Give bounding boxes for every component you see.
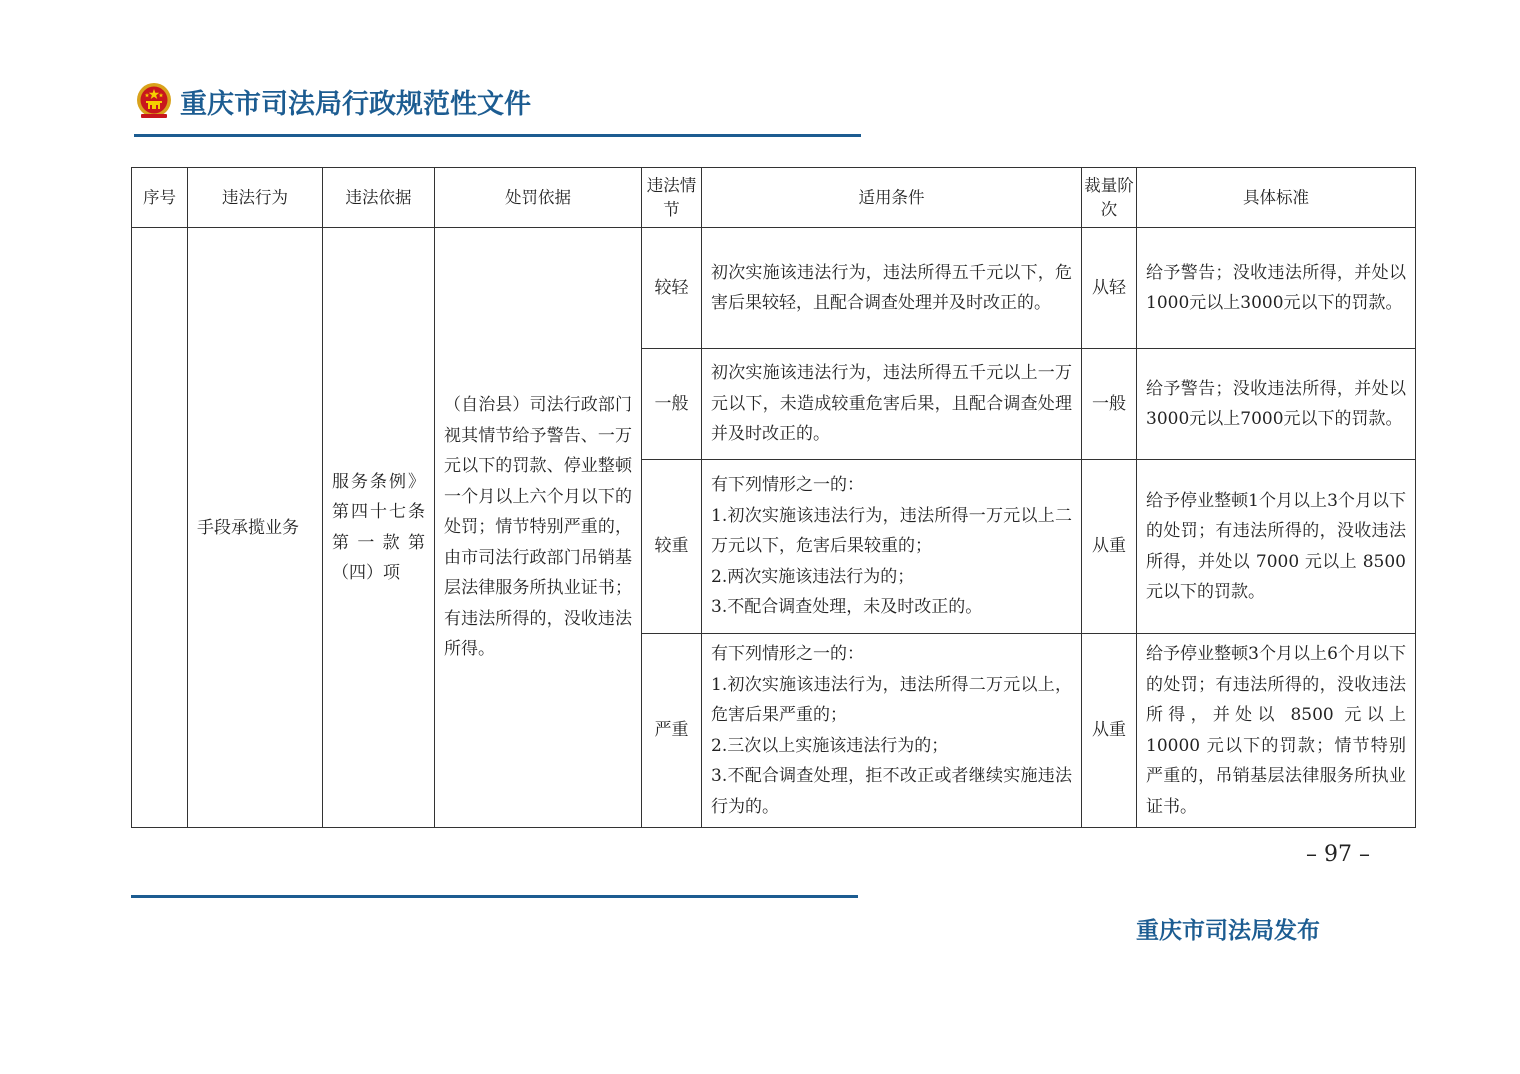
standard-cell: 给予警告；没收违法所得，并处以1000元以上3000元以下的罚款。 xyxy=(1137,228,1416,349)
condition-line: 初次实施该违法行为，违法所得五千元以上一万元以下，未造成较重危害后果，且配合调查处理并及时改正的。 xyxy=(711,363,1072,445)
footer-rule xyxy=(131,895,858,898)
level-cell: 从重 xyxy=(1082,460,1137,634)
header-rule xyxy=(134,134,861,137)
header-level: 裁量阶次 xyxy=(1082,168,1137,228)
penalty-basis-cell: （自治县）司法行政部门视其情节给予警告、一万元以下的罚款、停业整顿一个月以上六个月以下的处罚；情节特别严重的，由市司法行政部门吊销基层法律服务所执业证书；有违法所得的，没收违法所得。 xyxy=(435,228,642,828)
header-seq: 序号 xyxy=(132,168,188,228)
penalty-standard-table xyxy=(131,167,1416,828)
header-violation: 违法行为 xyxy=(188,168,323,228)
circumstance-cell: 较重 xyxy=(642,460,702,634)
condition-line: 2.三次以上实施该违法行为的； xyxy=(711,735,949,756)
header-conditions: 适用条件 xyxy=(702,168,1082,228)
circumstance-cell: 严重 xyxy=(642,634,702,828)
table-row xyxy=(132,228,1416,349)
header-standard: 具体标准 xyxy=(1137,168,1416,228)
page-number: – 97 – xyxy=(1306,842,1370,867)
document-title: 重庆市司法局行政规范性文件 xyxy=(180,88,531,120)
conditions-cell xyxy=(702,228,1082,349)
publisher-label: 重庆市司法局发布 xyxy=(1136,918,1320,944)
national-emblem-icon xyxy=(134,81,174,121)
seq-cell xyxy=(132,228,188,828)
document-header xyxy=(134,78,531,124)
level-cell: 一般 xyxy=(1082,349,1137,460)
level-cell: 从轻 xyxy=(1082,228,1137,349)
header-circumstance: 违法情节 xyxy=(642,168,702,228)
table-header-row xyxy=(132,168,1416,228)
condition-line: 有下列情形之一的： xyxy=(711,644,864,664)
circumstance-cell: 较轻 xyxy=(642,228,702,349)
legal-basis-cell: 服务条例》第四十七条第一款第（四）项 xyxy=(323,228,435,828)
standard-cell: 给予停业整顿3个月以上6个月以下的处罚；有违法所得的，没收违法所得，并处以 8500 元以上 10000 元以下的罚款；情节特别严重的，吊销基层法律服务所执业证书。 xyxy=(1137,634,1416,828)
condition-line: 有下列情形之一的： xyxy=(711,475,864,496)
condition-line: 3.不配合调查处理，拒不改正或者继续实施违法行为的。 xyxy=(711,766,1072,817)
circumstance-cell: 一般 xyxy=(642,349,702,460)
condition-line: 初次实施该违法行为，违法所得五千元以下，危害后果较轻，且配合调查处理并及时改正的。 xyxy=(711,262,1072,313)
condition-line: 3.不配合调查处理，未及时改正的。 xyxy=(711,597,983,618)
condition-line: 1.初次实施该违法行为，违法所得二万元以上，危害后果严重的； xyxy=(711,674,1072,725)
standard-cell: 给予警告；没收违法所得，并处以3000元以上7000元以下的罚款。 xyxy=(1137,349,1416,460)
condition-line: 1.初次实施该违法行为，违法所得一万元以上二万元以下，危害后果较重的； xyxy=(711,505,1072,557)
conditions-cell xyxy=(702,634,1082,828)
violation-cell: 手段承揽业务 xyxy=(188,228,323,828)
conditions-cell xyxy=(702,460,1082,634)
condition-line: 2.两次实施该违法行为的； xyxy=(711,566,915,587)
level-cell: 从重 xyxy=(1082,634,1137,828)
header-penalty-basis: 处罚依据 xyxy=(435,168,642,228)
header-legal-basis: 违法依据 xyxy=(323,168,435,228)
standard-cell: 给予停业整顿1个月以上3个月以下的处罚；有违法所得的，没收违法所得，并处以 7000 元以上 8500 元以下的罚款。 xyxy=(1137,460,1416,634)
conditions-cell xyxy=(702,349,1082,460)
